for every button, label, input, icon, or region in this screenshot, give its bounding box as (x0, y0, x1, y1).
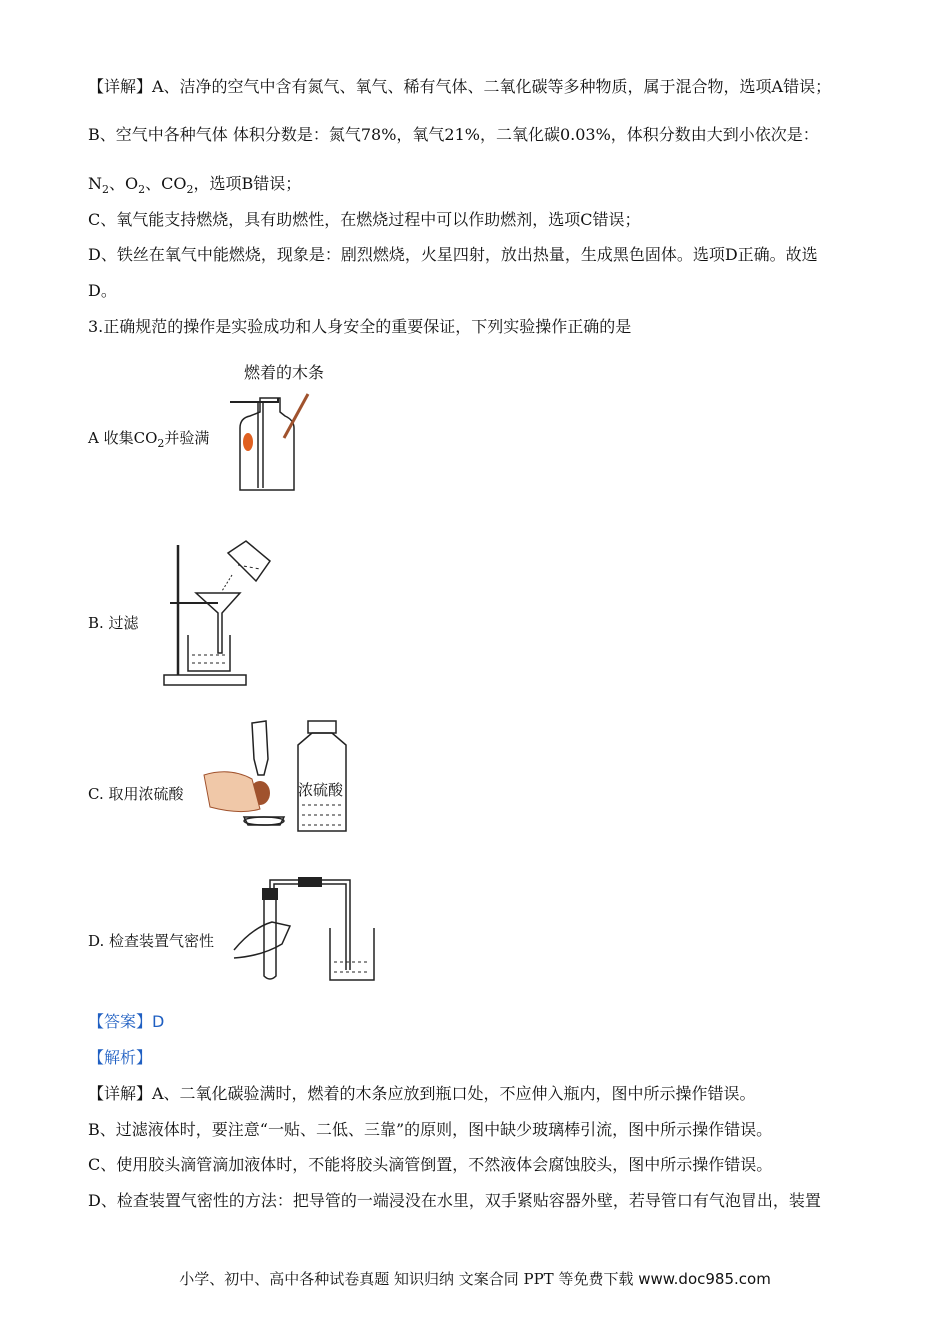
acid-bottle-label: 浓硫酸 (298, 781, 344, 799)
detail2-a: 【详解】A、二氧化碳验满时，燃着的木条应放到瓶口处，不应伸入瓶内，图中所示操作错误。 (88, 1084, 756, 1103)
analysis-label: 【解析】 (88, 1048, 153, 1067)
airtightness-figure (232, 872, 382, 984)
burning-stick-label: 燃着的木条 (244, 363, 325, 382)
detail-d-line2: D。 (88, 281, 117, 300)
footer-link[interactable]: www.doc985.com (638, 1270, 771, 1288)
answer: 【答案】D (88, 1012, 165, 1031)
detail2-b: B、过滤液体时，要注意“一贴、二低、三靠”的原则，图中缺少玻璃棒引流，图中所示操作错误。 (88, 1120, 773, 1139)
option-d-label: D. 检查装置气密性 (88, 932, 215, 950)
option-a-label: A 收集$CO_2$并验满 (88, 429, 210, 450)
filtration-figure (160, 535, 290, 687)
detail-b-line1: B、空气中各种气体 体积分数是：氮气78%，氧气21%，二氧化碳0.03%，体积分数由大到小依次是： (88, 125, 819, 144)
co2-collection-figure (230, 358, 350, 498)
option-c-label: C. 取用浓硫酸 (88, 785, 184, 803)
sulfuric-acid-figure (200, 715, 360, 840)
question-3: 3.正确规范的操作是实验成功和人身安全的重要保证，下列实验操作正确的是 (88, 317, 632, 336)
detail-c: C、氧气能支持燃烧，具有助燃性，在燃烧过程中可以作助燃剂，选项C错误； (88, 210, 641, 229)
option-b-label: B. 过滤 (88, 614, 139, 632)
gas-bottle-icon (230, 358, 350, 498)
detail2-d: D、检查装置气密性的方法：把导管的一端浸没在水里，双手紧贴容器外壁，若导管口有气泡冒出，装置 (88, 1191, 821, 1210)
detail-d-line1: D、铁丝在氧气中能燃烧，现象是：剧烈燃烧，火星四射，放出热量，生成黑色固体。选项D正确。故选 (88, 245, 818, 264)
detail-a: 【详解】A、洁净的空气中含有氮气、氧气、稀有气体、二氧化碳等多种物质，属于混合物，选项A错误； (88, 77, 832, 96)
acid-bottle-icon (200, 715, 360, 840)
filtration-apparatus-icon (160, 535, 290, 687)
footer: 小学、初中、高中各种试卷真题 知识归纳 文案合同 PPT 等免费下载 www.doc985.com (179, 1270, 771, 1288)
detail2-c: C、使用胶头滴管滴加液体时，不能将胶头滴管倒置，不然液体会腐蚀胶头，图中所示操作错误。 (88, 1155, 773, 1174)
detail-b-line2: $N_2$、$O_2$、$CO_2$，选项B错误； (88, 174, 302, 197)
airtightness-apparatus-icon (232, 872, 382, 984)
